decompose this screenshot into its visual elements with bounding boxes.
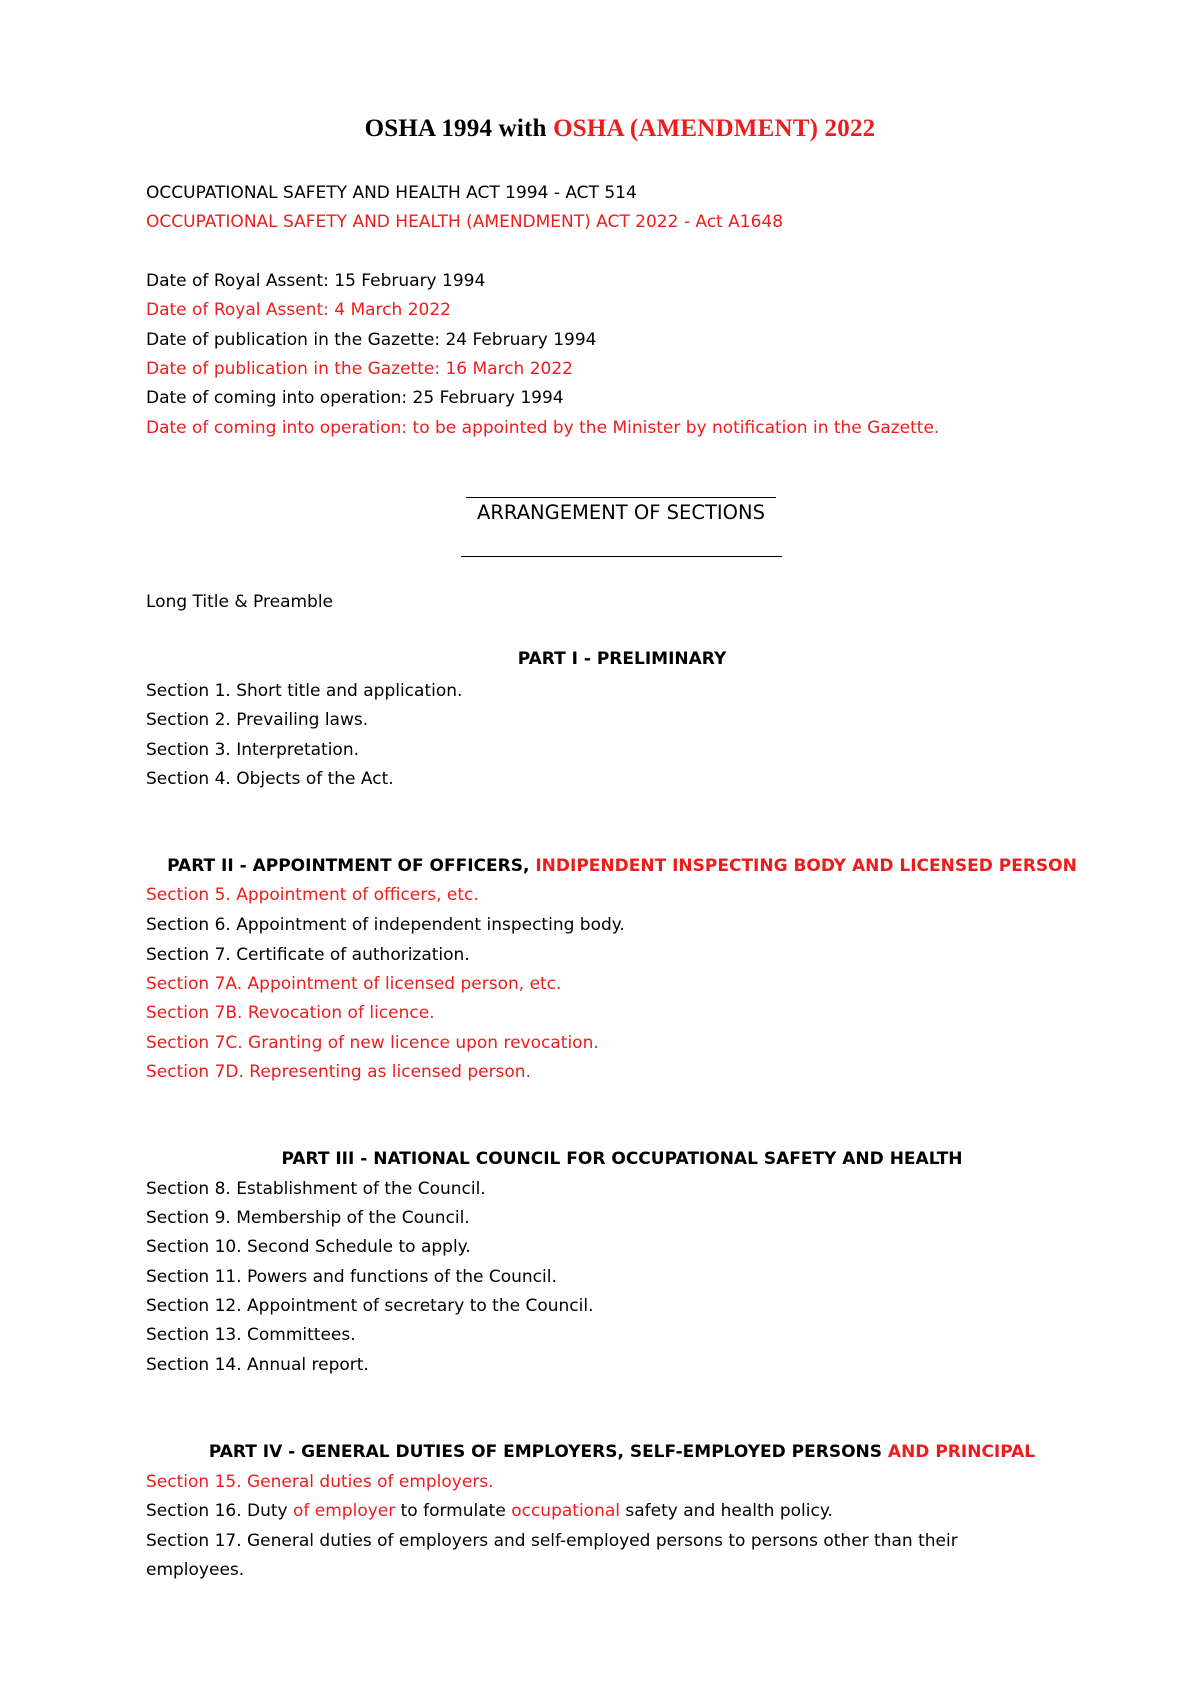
section-16-text-b: to formulate	[395, 1501, 512, 1521]
royal-assent-2022: Date of Royal Assent: 4 March 2022	[146, 300, 451, 320]
section-6[interactable]: Section 6. Appointment of independent inspecting body.	[146, 915, 625, 935]
section-1[interactable]: Section 1. Short title and application.	[146, 681, 463, 701]
section-5[interactable]: Section 5. Appointment of officers, etc.	[146, 885, 479, 905]
part4-heading	[146, 1441, 1098, 1463]
section-10[interactable]: Section 10. Second Schedule to apply.	[146, 1237, 471, 1257]
part2-heading-amendment: INDIPENDENT INSPECTING BODY AND LICENSED PERSON	[535, 856, 1077, 876]
gazette-1994: Date of publication in the Gazette: 24 February 1994	[146, 330, 597, 350]
part2-heading-base: PART II - APPOINTMENT OF OFFICERS,	[167, 856, 536, 876]
section-8[interactable]: Section 8. Establishment of the Council.	[146, 1179, 486, 1199]
long-title-link[interactable]: Long Title & Preamble	[146, 592, 334, 612]
section-17[interactable]: Section 17. General duties of employers and self-employed persons to persons other than their	[146, 1531, 958, 1551]
title-amendment: OSHA (AMENDMENT) 2022	[553, 115, 876, 142]
royal-assent-1994: Date of Royal Assent: 15 February 1994	[146, 271, 486, 291]
arrangement-heading: ARRANGEMENT OF SECTIONS	[477, 501, 765, 524]
gazette-2022: Date of publication in the Gazette: 16 March 2022	[146, 359, 573, 379]
section-7d[interactable]: Section 7D. Representing as licensed person.	[146, 1062, 531, 1082]
part4-heading-base: PART IV - GENERAL DUTIES OF EMPLOYERS, SELF-EMPLOYED PERSONS	[208, 1442, 888, 1462]
part4-heading-amendment: AND PRINCIPAL	[887, 1442, 1036, 1462]
section-7a[interactable]: Section 7A. Appointment of licensed person, etc.	[146, 974, 562, 994]
section-16[interactable]	[146, 1500, 833, 1522]
section-12[interactable]: Section 12. Appointment of secretary to the Council.	[146, 1296, 594, 1316]
section-15[interactable]: Section 15. General duties of employers.	[146, 1472, 494, 1492]
operation-2022: Date of coming into operation: to be appointed by the Minister by notification in the Gazette.	[146, 418, 940, 438]
section-16-amend-b: occupational	[511, 1501, 620, 1521]
section-16-amend-a: of employer	[293, 1501, 396, 1521]
section-13[interactable]: Section 13. Committees.	[146, 1325, 356, 1345]
section-9[interactable]: Section 9. Membership of the Council.	[146, 1208, 470, 1228]
part1-heading: PART I - PRELIMINARY	[517, 649, 727, 669]
section-7b[interactable]: Section 7B. Revocation of licence.	[146, 1003, 435, 1023]
section-7c[interactable]: Section 7C. Granting of new licence upon revocation.	[146, 1033, 599, 1053]
title-base: OSHA 1994 with	[364, 115, 554, 142]
section-4[interactable]: Section 4. Objects of the Act.	[146, 769, 394, 789]
section-11[interactable]: Section 11. Powers and functions of the Council.	[146, 1267, 557, 1287]
rule-bottom	[461, 556, 782, 557]
section-17-continued[interactable]: employees.	[146, 1560, 245, 1580]
section-16-text-a: Section 16. Duty	[146, 1501, 293, 1521]
act-1994-line: OCCUPATIONAL SAFETY AND HEALTH ACT 1994 - ACT 514	[146, 183, 637, 203]
document-title	[0, 115, 1200, 143]
section-14[interactable]: Section 14. Annual report.	[146, 1355, 369, 1375]
section-7[interactable]: Section 7. Certificate of authorization.	[146, 945, 470, 965]
part2-heading	[146, 855, 1098, 877]
section-2[interactable]: Section 2. Prevailing laws.	[146, 710, 369, 730]
rule-top	[466, 497, 776, 498]
part3-heading: PART III - NATIONAL COUNCIL FOR OCCUPATIONAL SAFETY AND HEALTH	[281, 1149, 963, 1169]
section-16-text-c: safety and health policy.	[620, 1501, 833, 1521]
section-3[interactable]: Section 3. Interpretation.	[146, 740, 360, 760]
operation-1994: Date of coming into operation: 25 February 1994	[146, 388, 564, 408]
act-2022-line: OCCUPATIONAL SAFETY AND HEALTH (AMENDMENT) ACT 2022 - Act A1648	[146, 212, 784, 232]
